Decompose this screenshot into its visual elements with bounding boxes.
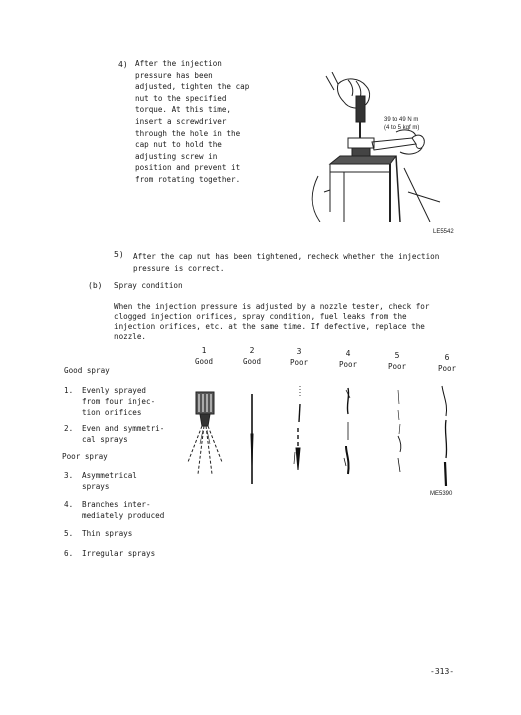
nozzle-vise-drawing (300, 72, 450, 222)
legend-item-6-number: 6. (64, 549, 74, 558)
legend-item-6-text (82, 548, 155, 559)
column-number: 6 (444, 353, 450, 362)
column-quality: Poor (338, 360, 358, 369)
torque-value: 39 to 49 N m (384, 117, 419, 123)
text-line: adjusted, tighten the cap (135, 82, 250, 92)
spray-pattern-illustrations (180, 374, 480, 494)
text-line: After the cap nut has been tightened, recheck whether the injection (133, 252, 440, 261)
spray-1-nozzle (188, 392, 222, 474)
text-line: position and prevent it (135, 163, 241, 173)
legend-item-2-text (82, 423, 164, 445)
legend-item-4-text (82, 499, 164, 521)
column-number: 5 (394, 351, 400, 360)
step-5-text (133, 251, 439, 274)
spray-5 (398, 390, 401, 472)
legend-item-1-text (82, 385, 155, 419)
legend-item-5-text (82, 528, 132, 539)
text-line: cap nut to hold the (135, 140, 222, 150)
legend-item-4-number: 4. (64, 500, 74, 509)
text-line: Irregular sprays (82, 549, 156, 558)
text-line: through the hole in the (135, 128, 241, 138)
column-quality: Good (194, 357, 214, 366)
legend-item-3-number: 3. (64, 471, 74, 480)
column-number: 4 (345, 349, 351, 358)
column-quality: Poor (289, 358, 309, 367)
section-b-title: Spray condition (114, 281, 183, 290)
legend-item-1-number: 1. (64, 386, 74, 395)
text-line: When the injection pressure is adjusted by a nozzle tester, check for (114, 302, 430, 311)
text-line: Asymmetrical (82, 471, 137, 480)
legend-item-2-number: 2. (64, 424, 74, 433)
text-line: nut to the specified (135, 93, 227, 103)
spray-2 (251, 394, 253, 484)
legend-item-5-number: 5. (64, 529, 74, 538)
text-line: insert a screwdriver (135, 116, 227, 126)
text-line: from rotating together. (135, 174, 241, 184)
figure-code: ME5390 (430, 491, 453, 497)
text-line: Thin sprays (82, 529, 133, 538)
text-line: sprays (82, 482, 110, 492)
text-line: Evenly sprayed (82, 386, 147, 395)
text-line: Even and symmetri- (82, 424, 165, 433)
legend-item-3-text (82, 470, 137, 492)
column-number: 3 (296, 347, 302, 356)
text-line: torque. At this time, (135, 105, 232, 115)
text-line: Branches inter- (82, 500, 151, 509)
step-4-text (135, 58, 249, 186)
text-line: nozzle. (114, 332, 147, 341)
column-quality: Poor (387, 362, 407, 371)
text-line: injection orifices, etc. at the same time. If defective, replace the (114, 322, 425, 331)
good-spray-heading: Good spray (64, 366, 110, 375)
torque-value-kgf: (4 to 5 kgf m) (384, 125, 420, 131)
text-line: mediately produced (82, 511, 165, 521)
text-line: pressure has been (135, 70, 213, 80)
text-line: clogged injection orifices, spray condition, fuel leaks from the (114, 312, 407, 321)
column-quality: Poor (437, 364, 457, 373)
text-line: from four injec- (82, 397, 156, 407)
section-b-text (114, 302, 429, 342)
text-line: After the injection (135, 59, 222, 68)
spray-4 (344, 388, 350, 474)
column-number: 2 (249, 346, 255, 355)
column-quality: Good (242, 357, 262, 366)
step-4-number: 4) (118, 60, 128, 69)
poor-spray-heading: Poor spray (62, 452, 108, 461)
section-b-number: (b) (88, 281, 103, 290)
figure-code: LE5542 (433, 229, 454, 235)
step-5-number: 5) (114, 250, 124, 259)
nozzle-torque-illustration (300, 72, 450, 222)
text-line: tion orifices (82, 408, 142, 418)
text-line: adjusting screw in (135, 151, 218, 161)
text-line: pressure is correct. (133, 263, 225, 273)
text-line: cal sprays (82, 435, 128, 445)
spray-patterns-drawing (180, 374, 480, 494)
column-number: 1 (201, 346, 207, 355)
page-number: -313- (430, 667, 455, 676)
spray-3 (294, 386, 300, 470)
spray-6 (442, 386, 447, 486)
